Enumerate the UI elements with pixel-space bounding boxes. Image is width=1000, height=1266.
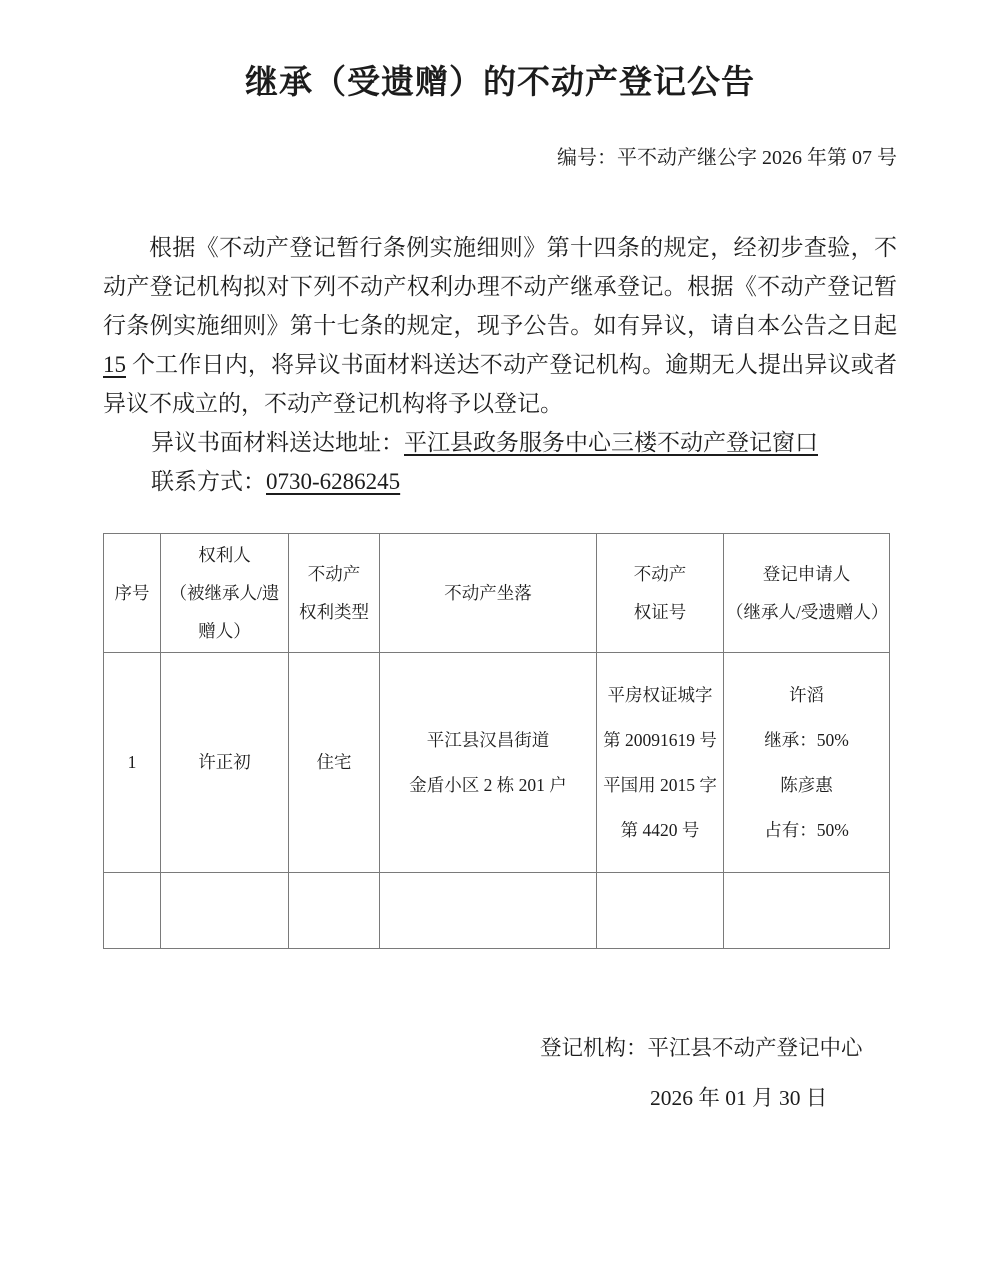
header-location-label: 不动产坐落 [444,583,532,603]
address-label: 异议书面材料送达地址： [151,430,404,455]
header-owner-line2: （被继承人/遗 [169,583,280,603]
cell-seq [104,653,161,873]
header-cell-applicant [724,534,890,653]
contact-phone-underlined: 0730-6286245 [266,469,401,494]
page-title: 继承（受遗赠）的不动产登记公告 [245,63,755,100]
footer [103,1033,897,1113]
header-owner-line3: 赠人） [198,621,251,641]
row-cert-line4: 第 4420 号 [620,819,700,840]
announcement-page [0,58,1000,1266]
header-cell-type [289,534,380,653]
contact-line [103,462,897,501]
row-applicant-line1: 许滔 [789,684,824,705]
contact-label: 联系方式： [151,469,266,494]
address-line [103,423,897,462]
header-owner-line1: 权利人 [198,545,251,565]
row-seq-value: 1 [127,752,137,772]
objection-days-underlined: 15 [103,352,126,377]
table-row [104,653,890,873]
empty-cell-applicant [724,873,890,949]
notice-text-after-days: 个工作日内，将异议书面材料送达不动产登记机构。逾期无人提出异议或者异议不成立的，不动产登记机构将予以登记。 [103,352,897,416]
header-cell-location [380,534,597,653]
header-cert-line2: 权证号 [633,602,687,622]
row-location-line1: 平江县汉昌街道 [426,729,550,750]
row-applicant-line4: 占有：50% [764,819,849,840]
header-applicant-line1: 登记申请人 [762,564,851,584]
header-seq-label: 序号 [114,583,150,603]
doc-number: 编号：平不动产继公字 2026 年第 07 号 [557,147,897,169]
row-owner-value: 许正初 [198,752,251,772]
cell-location [380,653,597,873]
empty-cell-owner [161,873,289,949]
row-type-value: 住宅 [316,752,352,772]
cell-cert [597,653,724,873]
header-type-line1: 不动产 [307,564,361,584]
row-cert-line2: 第 20091619 号 [603,729,717,750]
cell-owner [161,653,289,873]
table-header-row [104,534,890,653]
cell-applicant [724,653,890,873]
header-cell-cert [597,534,724,653]
address-value-underlined: 平江县政务服务中心三楼不动产登记窗口 [404,430,818,455]
registration-date: 2026 年 01 月 30 日 [650,1086,828,1110]
row-cert-line1: 平房权证城字 [607,684,713,705]
header-type-line2: 权利类型 [299,602,369,622]
notice-text-before-days: 根据《不动产登记暂行条例实施细则》第十四条的规定，经初步查验，不动产登记机构拟对下列不动产权利办理不动产继承登记。根据《不动产登记暂行条例实施细则》第十七条的规定，现予公告。如有异议，请自本公告之日起 [103,235,897,338]
row-location-line2: 金盾小区 2 栋 201 户 [409,774,567,795]
empty-cell-seq [104,873,161,949]
header-cert-line1: 不动产 [633,564,687,584]
cell-type [289,653,380,873]
header-applicant-line2: （继承人/受遗赠人） [726,602,889,622]
header-cell-owner [161,534,289,653]
table-empty-row [104,873,890,949]
row-cert-line3: 平国用 2015 字 [603,774,717,795]
row-applicant-line3: 陈彦惠 [780,774,833,795]
header-cell-seq [104,534,161,653]
row-applicant-line2: 继承：50% [764,729,849,750]
empty-cell-location [380,873,597,949]
notice-paragraph [103,228,897,423]
registration-org: 登记机构：平江县不动产登记中心 [540,1036,863,1060]
empty-cell-cert [597,873,724,949]
registration-table [103,533,890,949]
empty-cell-type [289,873,380,949]
